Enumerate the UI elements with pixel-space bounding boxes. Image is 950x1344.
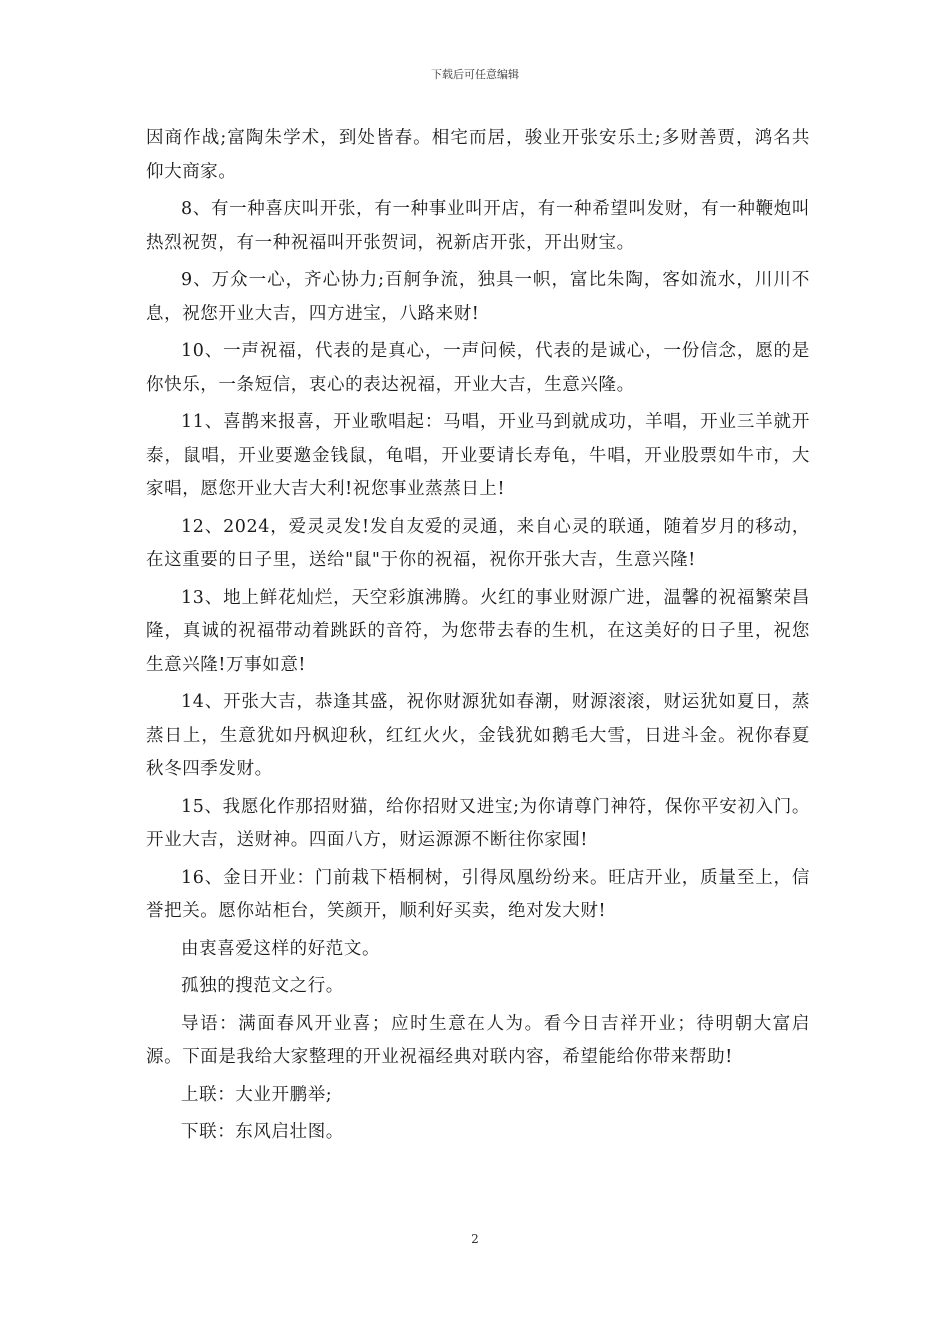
couplet-upper-line: 上联：大业开鹏举;: [181, 1084, 333, 1105]
paragraph-item-14: 14、开张大吉，恭逢其盛，祝你财源犹如春潮，财源滚滚，财运犹如夏日，蒸蒸日上，生意犹如丹枫迎秋，红红火火，金钱犹如鹅毛大雪，日进斗金。祝你春夏秋冬四季发财。: [146, 692, 810, 779]
couplet-lower-line: 下联：东风启壮图。: [181, 1122, 344, 1142]
paragraph-item-16: 16、金日开业：门前栽下梧桐树，引得凤凰纷纷来。旺店开业，质量至上，信誉把关。愿你站柜台，笑颜开，顺利好买卖，绝对发大财!: [146, 867, 810, 921]
paragraph-item-13: 13、地上鲜花灿烂，天空彩旗沸腾。火红的事业财源广进，温馨的祝福繁荣昌隆，真诚的祝福带动着跳跃的音符，为您带去春的生机，在这美好的日子里，祝您生意兴隆!万事如意!: [146, 587, 810, 675]
page-number: 2: [471, 1232, 479, 1246]
page-header: 下载后可任意编辑: [431, 68, 519, 81]
paragraph-intro: 导语：满面春风开业喜；应时生意在人为。看今日吉祥开业；待明朝大富启源。下面是我给大家整理的开业祝福经典对联内容，希望能给你带来帮助!: [146, 1013, 810, 1067]
paragraph-continuation: 因商作战;富陶朱学术，到处皆春。相宅而居，骏业开张安乐土;多财善贾，鸿名共仰大商家。: [146, 128, 810, 182]
paragraph-note: 由衷喜爱这样的好范文。: [181, 938, 381, 959]
paragraph-item-12: 12、2024，爱灵灵发!发自友爱的灵通，来自心灵的联通，随着岁月的移动，在这重要的日子里，送给"鼠"于你的祝福，祝你开张大吉，生意兴隆!: [146, 516, 810, 570]
paragraph-item-10: 10、一声祝福，代表的是真心，一声问候，代表的是诚心，一份信念，愿的是你快乐，一条短信，衷心的表达祝福，开业大吉，生意兴隆。: [146, 341, 810, 395]
paragraph-item-8: 8、有一种喜庆叫开张，有一种事业叫开店，有一种希望叫发财，有一种鞭炮叫热烈祝贺，有一种祝福叫开张贺词，祝新店开张，开出财宝。: [146, 199, 810, 253]
paragraph-note: 孤独的搜范文之行。: [181, 976, 344, 996]
paragraph-item-15: 15、我愿化作那招财猫，给你招财又进宝;为你请尊门神符，保你平安初入门。开业大吉，送财神。四面八方，财运源源不断往你家囤!: [146, 796, 810, 850]
paragraph-item-11: 11、喜鹊来报喜，开业歌唱起：马唱，开业马到就成功，羊唱，开业三羊就开泰，鼠唱，开业要邀金钱鼠，龟唱，开业要请长寿龟，牛唱，开业股票如牛市，大家唱，愿您开业大吉大利!祝您事业蒸蒸日上!: [146, 412, 810, 499]
document-body: [146, 122, 810, 1154]
paragraph-item-9: 9、万众一心，齐心协力;百舸争流，独具一帜，富比朱陶，客如流水，川川不息，祝您开业大吉，四方进宝，八路来财!: [146, 270, 810, 324]
